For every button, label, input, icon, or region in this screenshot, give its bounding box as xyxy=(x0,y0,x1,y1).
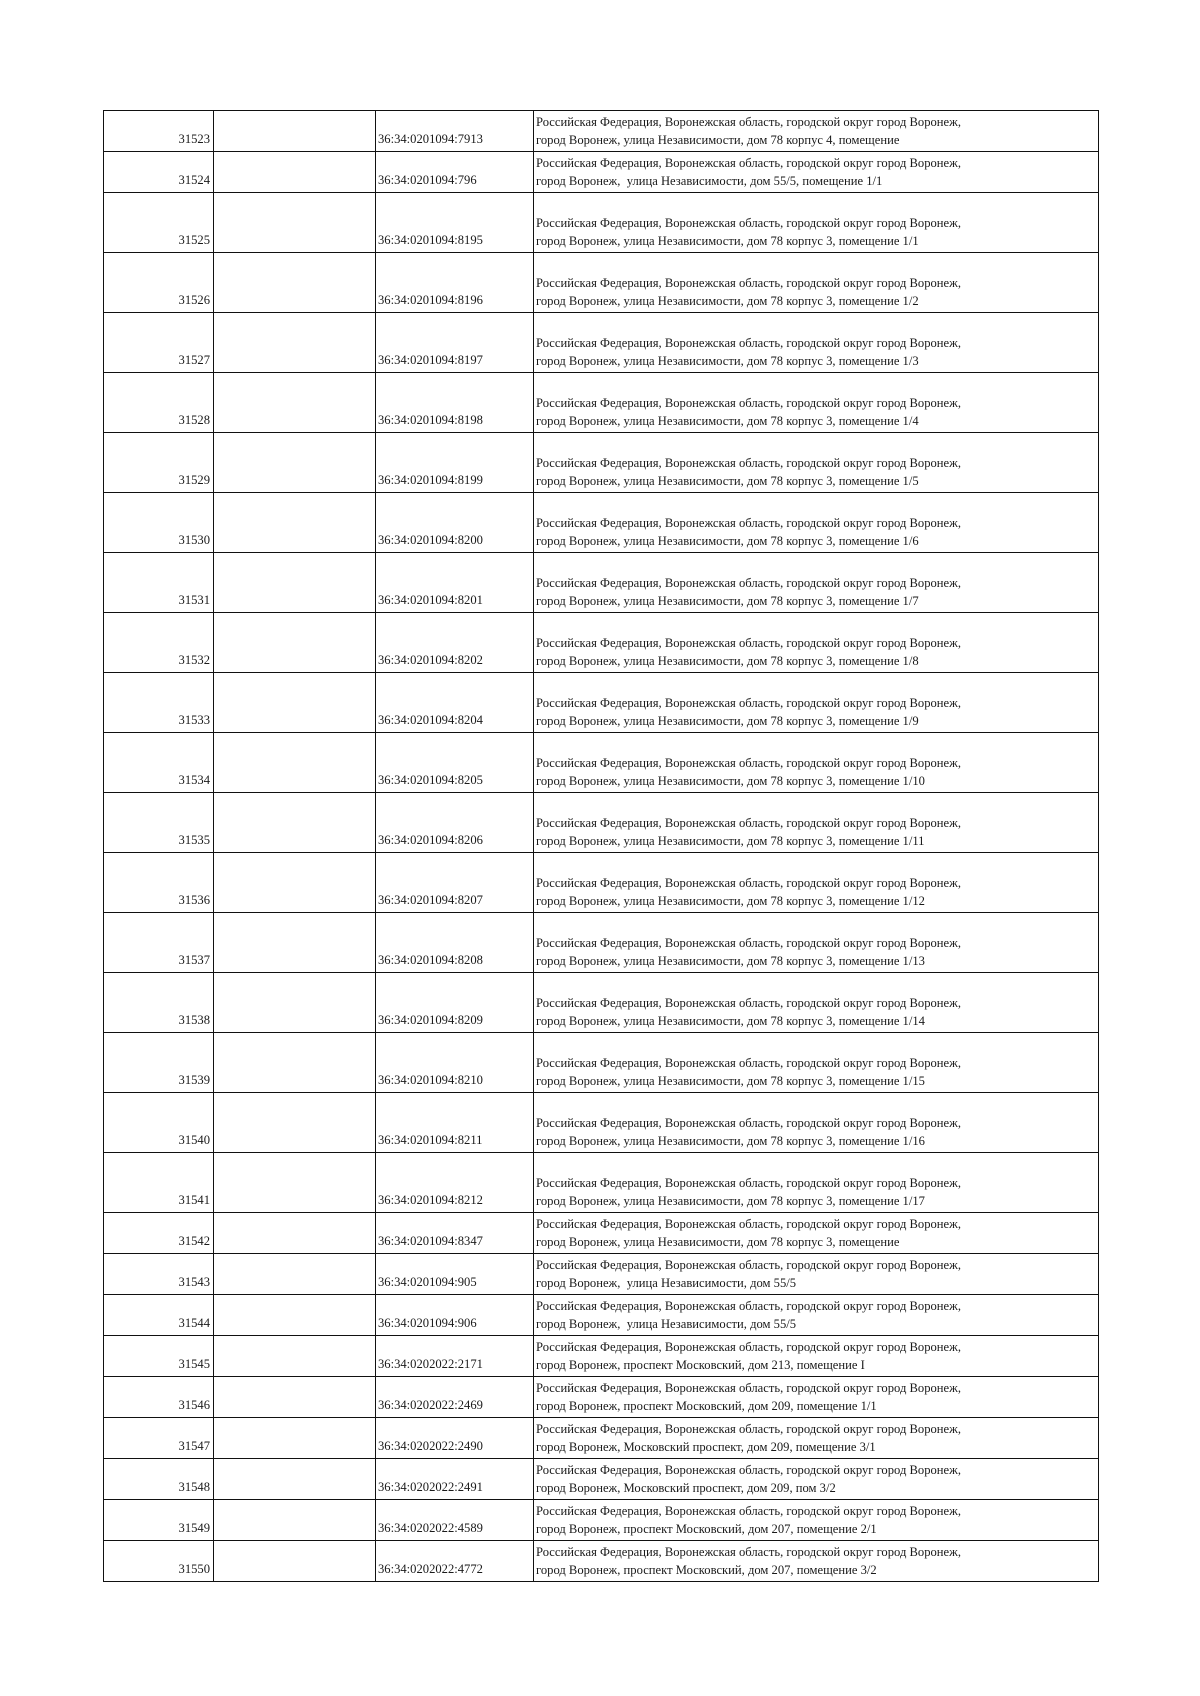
cadastral-number-cell: 36:34:0201094:8196 xyxy=(376,253,534,313)
address-line-2: город Воронеж, улица Независимости, дом 78 корпус 3, помещение 1/16 xyxy=(536,1134,925,1148)
cadastral-number-cell: 36:34:0202022:4589 xyxy=(376,1500,534,1541)
address-line-1: Российская Федерация, Воронежская область, городской округ город Воронеж, xyxy=(536,1217,961,1231)
address-line-2: город Воронеж, улица Независимости, дом 78 корпус 3, помещение 1/1 xyxy=(536,234,919,248)
cadastral-number-cell: 36:34:0201094:8206 xyxy=(376,793,534,853)
empty-cell xyxy=(214,613,376,673)
address-cell xyxy=(534,1541,1099,1582)
address-cell xyxy=(534,1459,1099,1500)
address-line-2: город Воронеж, улица Независимости, дом 78 корпус 3, помещение 1/5 xyxy=(536,474,919,488)
address-line-2: город Воронеж, улица Независимости, дом 78 корпус 3, помещение 1/4 xyxy=(536,414,919,428)
row-number-cell: 31534 xyxy=(104,733,214,793)
table-row xyxy=(104,553,1099,613)
row-number-cell: 31533 xyxy=(104,673,214,733)
cadastral-number-cell: 36:34:0201094:7913 xyxy=(376,111,534,152)
address-cell xyxy=(534,313,1099,373)
empty-cell xyxy=(214,373,376,433)
row-number-cell: 31532 xyxy=(104,613,214,673)
table-row xyxy=(104,853,1099,913)
table-row xyxy=(104,1033,1099,1093)
empty-cell xyxy=(214,152,376,193)
address-cell xyxy=(534,673,1099,733)
row-number-cell: 31537 xyxy=(104,913,214,973)
address-line-1: Российская Федерация, Воронежская область, городской округ город Воронеж, xyxy=(536,576,961,590)
empty-cell xyxy=(214,433,376,493)
address-line-2: город Воронеж, улица Независимости, дом 78 корпус 3, помещение 1/15 xyxy=(536,1074,925,1088)
empty-cell xyxy=(214,853,376,913)
address-line-2: город Воронеж, проспект Московский, дом 207, помещение 2/1 xyxy=(536,1522,877,1536)
empty-cell xyxy=(214,111,376,152)
address-line-1: Российская Федерация, Воронежская область, городской округ город Воронеж, xyxy=(536,1504,961,1518)
address-line-1: Российская Федерация, Воронежская область, городской округ город Воронеж, xyxy=(536,1116,961,1130)
address-line-2: город Воронеж, проспект Московский, дом 213, помещение I xyxy=(536,1358,865,1372)
address-line-2: город Воронеж, улица Независимости, дом 78 корпус 3, помещение 1/9 xyxy=(536,714,919,728)
row-number-cell: 31528 xyxy=(104,373,214,433)
address-line-2: город Воронеж, улица Независимости, дом 78 корпус 3, помещение xyxy=(536,1235,900,1249)
address-cell xyxy=(534,1093,1099,1153)
address-cell xyxy=(534,193,1099,253)
row-number-cell: 31536 xyxy=(104,853,214,913)
address-cell xyxy=(534,913,1099,973)
table-row xyxy=(104,193,1099,253)
address-line-1: Российская Федерация, Воронежская область, городской округ город Воронеж, xyxy=(536,936,961,950)
address-line-2: город Воронеж, проспект Московский, дом 209, помещение 1/1 xyxy=(536,1399,877,1413)
table-row xyxy=(104,1336,1099,1377)
address-cell xyxy=(534,1336,1099,1377)
cadastral-number-cell: 36:34:0201094:8212 xyxy=(376,1153,534,1213)
empty-cell xyxy=(214,553,376,613)
address-cell xyxy=(534,493,1099,553)
row-number-cell: 31524 xyxy=(104,152,214,193)
address-line-1: Российская Федерация, Воронежская область, городской округ город Воронеж, xyxy=(536,996,961,1010)
empty-cell xyxy=(214,253,376,313)
property-registry-table xyxy=(103,110,1099,1582)
empty-cell xyxy=(214,1254,376,1295)
address-line-1: Российская Федерация, Воронежская область, городской округ город Воронеж, xyxy=(536,216,961,230)
address-line-1: Российская Федерация, Воронежская область, городской округ город Воронеж, xyxy=(536,756,961,770)
address-line-1: Российская Федерация, Воронежская область, городской округ город Воронеж, xyxy=(536,1422,961,1436)
address-line-1: Российская Федерация, Воронежская область, городской округ город Воронеж, xyxy=(536,276,961,290)
address-line-1: Российская Федерация, Воронежская область, городской округ город Воронеж, xyxy=(536,1340,961,1354)
address-line-2: город Воронеж, улица Независимости, дом 55/5, помещение 1/1 xyxy=(536,174,883,188)
table-row xyxy=(104,1254,1099,1295)
cadastral-number-cell: 36:34:0201094:8199 xyxy=(376,433,534,493)
cadastral-number-cell: 36:34:0201094:8347 xyxy=(376,1213,534,1254)
address-cell xyxy=(534,1033,1099,1093)
address-line-1: Российская Федерация, Воронежская область, городской округ город Воронеж, xyxy=(536,1056,961,1070)
address-line-1: Российская Федерация, Воронежская область, городской округ город Воронеж, xyxy=(536,396,961,410)
cadastral-number-cell: 36:34:0202022:2491 xyxy=(376,1459,534,1500)
empty-cell xyxy=(214,793,376,853)
address-line-2: город Воронеж, улица Независимости, дом 78 корпус 3, помещение 1/17 xyxy=(536,1194,925,1208)
cadastral-number-cell: 36:34:0201094:8207 xyxy=(376,853,534,913)
cadastral-number-cell: 36:34:0201094:905 xyxy=(376,1254,534,1295)
empty-cell xyxy=(214,493,376,553)
address-cell xyxy=(534,853,1099,913)
empty-cell xyxy=(214,313,376,373)
address-line-2: город Воронеж, улица Независимости, дом 78 корпус 3, помещение 1/13 xyxy=(536,954,925,968)
address-cell xyxy=(534,152,1099,193)
cadastral-number-cell: 36:34:0201094:8209 xyxy=(376,973,534,1033)
empty-cell xyxy=(214,1459,376,1500)
address-line-2: город Воронеж, улица Независимости, дом 55/5 xyxy=(536,1276,797,1290)
address-line-1: Российская Федерация, Воронежская область, городской округ город Воронеж, xyxy=(536,1463,961,1477)
row-number-cell: 31531 xyxy=(104,553,214,613)
address-cell xyxy=(534,1213,1099,1254)
row-number-cell: 31544 xyxy=(104,1295,214,1336)
address-cell xyxy=(534,553,1099,613)
empty-cell xyxy=(214,1336,376,1377)
empty-cell xyxy=(214,1093,376,1153)
row-number-cell: 31549 xyxy=(104,1500,214,1541)
address-line-2: город Воронеж, Московский проспект, дом 209, пом 3/2 xyxy=(536,1481,836,1495)
address-cell xyxy=(534,1377,1099,1418)
table-row xyxy=(104,973,1099,1033)
address-line-2: город Воронеж, улица Независимости, дом 78 корпус 3, помещение 1/11 xyxy=(536,834,925,848)
cadastral-number-cell: 36:34:0201094:8211 xyxy=(376,1093,534,1153)
address-line-1: Российская Федерация, Воронежская область, городской округ город Воронеж, xyxy=(536,1299,961,1313)
table-row xyxy=(104,433,1099,493)
address-line-1: Российская Федерация, Воронежская область, городской округ город Воронеж, xyxy=(536,456,961,470)
address-cell xyxy=(534,1153,1099,1213)
address-cell xyxy=(534,1500,1099,1541)
row-number-cell: 31547 xyxy=(104,1418,214,1459)
row-number-cell: 31546 xyxy=(104,1377,214,1418)
address-line-2: город Воронеж, улица Независимости, дом 78 корпус 3, помещение 1/6 xyxy=(536,534,919,548)
address-line-1: Российская Федерация, Воронежская область, городской округ город Воронеж, xyxy=(536,816,961,830)
address-cell xyxy=(534,433,1099,493)
empty-cell xyxy=(214,1418,376,1459)
row-number-cell: 31550 xyxy=(104,1541,214,1582)
address-cell xyxy=(534,1418,1099,1459)
address-line-1: Российская Федерация, Воронежская область, городской округ город Воронеж, xyxy=(536,1381,961,1395)
table-row xyxy=(104,1418,1099,1459)
empty-cell xyxy=(214,913,376,973)
row-number-cell: 31548 xyxy=(104,1459,214,1500)
address-line-2: город Воронеж, улица Независимости, дом 78 корпус 3, помещение 1/10 xyxy=(536,774,925,788)
cadastral-number-cell: 36:34:0202022:2490 xyxy=(376,1418,534,1459)
row-number-cell: 31535 xyxy=(104,793,214,853)
table-row xyxy=(104,1541,1099,1582)
empty-cell xyxy=(214,193,376,253)
row-number-cell: 31525 xyxy=(104,193,214,253)
empty-cell xyxy=(214,973,376,1033)
table-row xyxy=(104,313,1099,373)
cadastral-number-cell: 36:34:0201094:8210 xyxy=(376,1033,534,1093)
table-row xyxy=(104,1459,1099,1500)
empty-cell xyxy=(214,1213,376,1254)
cadastral-number-cell: 36:34:0201094:8205 xyxy=(376,733,534,793)
table-row xyxy=(104,493,1099,553)
row-number-cell: 31540 xyxy=(104,1093,214,1153)
table-row xyxy=(104,152,1099,193)
cadastral-number-cell: 36:34:0201094:8201 xyxy=(376,553,534,613)
empty-cell xyxy=(214,1033,376,1093)
row-number-cell: 31545 xyxy=(104,1336,214,1377)
table-row xyxy=(104,913,1099,973)
address-cell xyxy=(534,373,1099,433)
address-line-2: город Воронеж, улица Независимости, дом 78 корпус 3, помещение 1/3 xyxy=(536,354,919,368)
cadastral-number-cell: 36:34:0201094:8200 xyxy=(376,493,534,553)
address-line-2: город Воронеж, Московский проспект, дом 209, помещение 3/1 xyxy=(536,1440,876,1454)
table-row xyxy=(104,1213,1099,1254)
cadastral-number-cell: 36:34:0201094:8208 xyxy=(376,913,534,973)
address-cell xyxy=(534,1254,1099,1295)
address-line-1: Российская Федерация, Воронежская область, городской округ город Воронеж, xyxy=(536,516,961,530)
cadastral-number-cell: 36:34:0201094:796 xyxy=(376,152,534,193)
address-line-1: Российская Федерация, Воронежская область, городской округ город Воронеж, xyxy=(536,876,961,890)
row-number-cell: 31543 xyxy=(104,1254,214,1295)
row-number-cell: 31526 xyxy=(104,253,214,313)
address-line-1: Российская Федерация, Воронежская область, городской округ город Воронеж, xyxy=(536,636,961,650)
address-line-2: город Воронеж, улица Независимости, дом 78 корпус 3, помещение 1/8 xyxy=(536,654,919,668)
address-cell xyxy=(534,253,1099,313)
table-row xyxy=(104,1500,1099,1541)
table-row xyxy=(104,1093,1099,1153)
address-line-2: город Воронеж, улица Независимости, дом 78 корпус 3, помещение 1/12 xyxy=(536,894,925,908)
address-cell xyxy=(534,793,1099,853)
table-row xyxy=(104,613,1099,673)
cadastral-number-cell: 36:34:0202022:2469 xyxy=(376,1377,534,1418)
address-line-2: город Воронеж, улица Независимости, дом 55/5 xyxy=(536,1317,797,1331)
row-number-cell: 31542 xyxy=(104,1213,214,1254)
address-line-2: город Воронеж, улица Независимости, дом 78 корпус 4, помещение xyxy=(536,133,900,147)
address-line-1: Российская Федерация, Воронежская область, городской округ город Воронеж, xyxy=(536,336,961,350)
row-number-cell: 31541 xyxy=(104,1153,214,1213)
empty-cell xyxy=(214,1541,376,1582)
cadastral-number-cell: 36:34:0201094:8197 xyxy=(376,313,534,373)
empty-cell xyxy=(214,1500,376,1541)
address-line-2: город Воронеж, проспект Московский, дом 207, помещение 3/2 xyxy=(536,1563,877,1577)
cadastral-number-cell: 36:34:0202022:2171 xyxy=(376,1336,534,1377)
row-number-cell: 31530 xyxy=(104,493,214,553)
table-row xyxy=(104,111,1099,152)
empty-cell xyxy=(214,673,376,733)
table-row xyxy=(104,793,1099,853)
address-line-1: Российская Федерация, Воронежская область, городской округ город Воронеж, xyxy=(536,1258,961,1272)
cadastral-number-cell: 36:34:0201094:906 xyxy=(376,1295,534,1336)
cadastral-number-cell: 36:34:0201094:8198 xyxy=(376,373,534,433)
address-cell xyxy=(534,613,1099,673)
row-number-cell: 31529 xyxy=(104,433,214,493)
address-line-1: Российская Федерация, Воронежская область, городской округ город Воронеж, xyxy=(536,1545,961,1559)
table-row xyxy=(104,1153,1099,1213)
address-line-1: Российская Федерация, Воронежская область, городской округ город Воронеж, xyxy=(536,1176,961,1190)
table-row xyxy=(104,733,1099,793)
row-number-cell: 31523 xyxy=(104,111,214,152)
cadastral-number-cell: 36:34:0201094:8202 xyxy=(376,613,534,673)
address-cell xyxy=(534,1295,1099,1336)
address-line-2: город Воронеж, улица Независимости, дом 78 корпус 3, помещение 1/7 xyxy=(536,594,919,608)
address-line-1: Российская Федерация, Воронежская область, городской округ город Воронеж, xyxy=(536,696,961,710)
cadastral-number-cell: 36:34:0201094:8195 xyxy=(376,193,534,253)
empty-cell xyxy=(214,733,376,793)
table-row xyxy=(104,673,1099,733)
address-line-1: Российская Федерация, Воронежская область, городской округ город Воронеж, xyxy=(536,115,961,129)
table-row xyxy=(104,1295,1099,1336)
table-row xyxy=(104,373,1099,433)
cadastral-number-cell: 36:34:0202022:4772 xyxy=(376,1541,534,1582)
empty-cell xyxy=(214,1295,376,1336)
registry-table-body xyxy=(104,111,1099,1582)
cadastral-number-cell: 36:34:0201094:8204 xyxy=(376,673,534,733)
address-cell xyxy=(534,111,1099,152)
row-number-cell: 31539 xyxy=(104,1033,214,1093)
row-number-cell: 31527 xyxy=(104,313,214,373)
address-line-2: город Воронеж, улица Независимости, дом 78 корпус 3, помещение 1/14 xyxy=(536,1014,925,1028)
empty-cell xyxy=(214,1377,376,1418)
empty-cell xyxy=(214,1153,376,1213)
address-line-1: Российская Федерация, Воронежская область, городской округ город Воронеж, xyxy=(536,156,961,170)
table-row xyxy=(104,253,1099,313)
table-row xyxy=(104,1377,1099,1418)
row-number-cell: 31538 xyxy=(104,973,214,1033)
address-line-2: город Воронеж, улица Независимости, дом 78 корпус 3, помещение 1/2 xyxy=(536,294,919,308)
address-cell xyxy=(534,973,1099,1033)
address-cell xyxy=(534,733,1099,793)
